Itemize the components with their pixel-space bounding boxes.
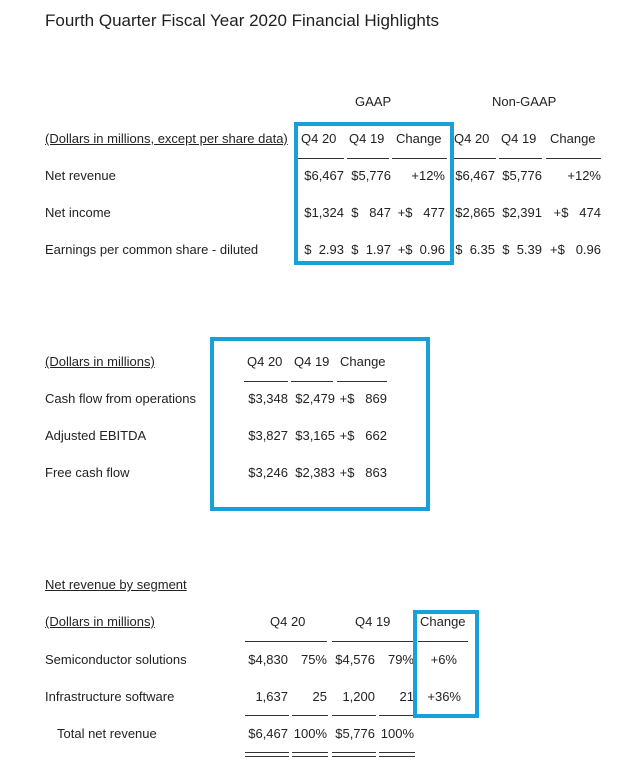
table1-cell: $6,467 [455,168,495,183]
table1-cell: $ 6.35 [455,242,495,257]
table3-row-label: Semiconductor solutions [45,652,187,667]
table2-cell: +$ 863 [339,465,387,480]
table3-header-rule [245,641,327,642]
table2-cell: $3,165 [295,428,335,443]
table3-subtotal-rule [245,715,289,716]
table1-cell: $2,865 [455,205,495,220]
table1-header-rule [546,158,601,159]
table1-cell: +$ 477 [397,205,445,220]
table3-cell: 100% [380,726,414,741]
table1-cell: +$ 0.96 [397,242,445,257]
table3-cell: +6% [430,652,457,667]
table3-cell: 79% [387,652,414,667]
table3-cell: $5,776 [335,726,375,741]
table2-row-label: Adjusted EBITDA [45,428,147,443]
table2-cell: $3,246 [248,465,288,480]
table3-subtotal-rule [332,715,376,716]
table3-caption: (Dollars in millions) [45,614,155,629]
table1-cell: +12% [567,168,601,183]
table3-subtotal-rule [292,715,328,716]
table1-cell: $ 1.97 [351,242,391,257]
table3-header-rule [418,641,468,642]
table1-cell: +$ 474 [553,205,601,220]
table1-row-label: Net income [45,205,111,220]
table1-row-label: Earnings per common share - diluted [45,242,259,257]
table3-cell: 100% [293,726,327,741]
table2-header-q4-19: Q4 19 [294,354,330,369]
table2-cell: +$ 869 [339,391,387,406]
table1-caption: (Dollars in millions, except per share data) [45,131,288,146]
table1-header-rule [298,158,344,159]
table1-cell: +$ 0.96 [550,242,601,257]
table1-header-ng-change: Change [550,131,596,146]
group-header-gaap: GAAP [355,94,392,109]
table3-header-rule [332,641,414,642]
table1-cell: $2,391 [502,205,542,220]
table2-header-rule [337,381,387,382]
table1-cell: $6,467 [304,168,344,183]
table1-cell: $ 847 [351,205,391,220]
table1-header-ng-q4-20: Q4 20 [454,131,490,146]
table1-cell: $5,776 [502,168,542,183]
table3-total-double-rule [245,752,289,757]
table2-header-change: Change [340,354,386,369]
page-title: Fourth Quarter Fiscal Year 2020 Financial Highlights [45,11,440,30]
table2-cell: $2,479 [295,391,335,406]
table3-header-q4-20: Q4 20 [270,614,306,629]
table2-header-q4-20: Q4 20 [247,354,283,369]
table2-cell: +$ 662 [339,428,387,443]
table3-total-double-rule [379,752,415,757]
table2-row-label: Free cash flow [45,465,130,480]
table3-cell: +36% [427,689,461,704]
table3-header-change: Change [420,614,466,629]
table3-total-double-rule [332,752,376,757]
table2-row-label: Cash flow from operations [45,391,197,406]
table1-header-ng-q4-19: Q4 19 [501,131,537,146]
table3-cell: $4,830 [248,652,288,667]
table3-header-q4-19: Q4 19 [355,614,391,629]
table1-header-q4-19: Q4 19 [349,131,385,146]
table2-caption: (Dollars in millions) [45,354,155,369]
table1-header-rule [499,158,542,159]
table1-row-label: Net revenue [45,168,116,183]
table3-cell: 21 [399,689,414,704]
table1-cell: $ 5.39 [502,242,542,257]
table3-cell: 25 [312,689,327,704]
table3-cell: $6,467 [248,726,288,741]
table2-cell: $2,383 [295,465,335,480]
table1-header-rule [452,158,496,159]
table3-cell: 1,637 [255,689,288,704]
table1-header-rule [347,158,389,159]
table1-cell: $5,776 [351,168,391,183]
table1-header-rule [392,158,447,159]
table3-row-label-total: Total net revenue [57,726,157,741]
table3-cell: 1,200 [342,689,375,704]
table3-cell: 75% [300,652,327,667]
table2-cell: $3,348 [248,391,288,406]
table2-cell: $3,827 [248,428,288,443]
table3-section-title: Net revenue by segment [45,577,187,592]
table2-header-rule [291,381,333,382]
table1-cell: $ 2.93 [304,242,344,257]
table1-header-change: Change [396,131,442,146]
table3-subtotal-rule [379,715,415,716]
table1-cell: $1,324 [304,205,344,220]
table3-cell: $4,576 [335,652,375,667]
table3-total-double-rule [292,752,328,757]
table1-cell: +12% [411,168,445,183]
table2-header-rule [244,381,288,382]
table3-row-label: Infrastructure software [45,689,175,704]
table1-header-q4-20: Q4 20 [301,131,337,146]
group-header-nongaap: Non-GAAP [492,94,557,109]
